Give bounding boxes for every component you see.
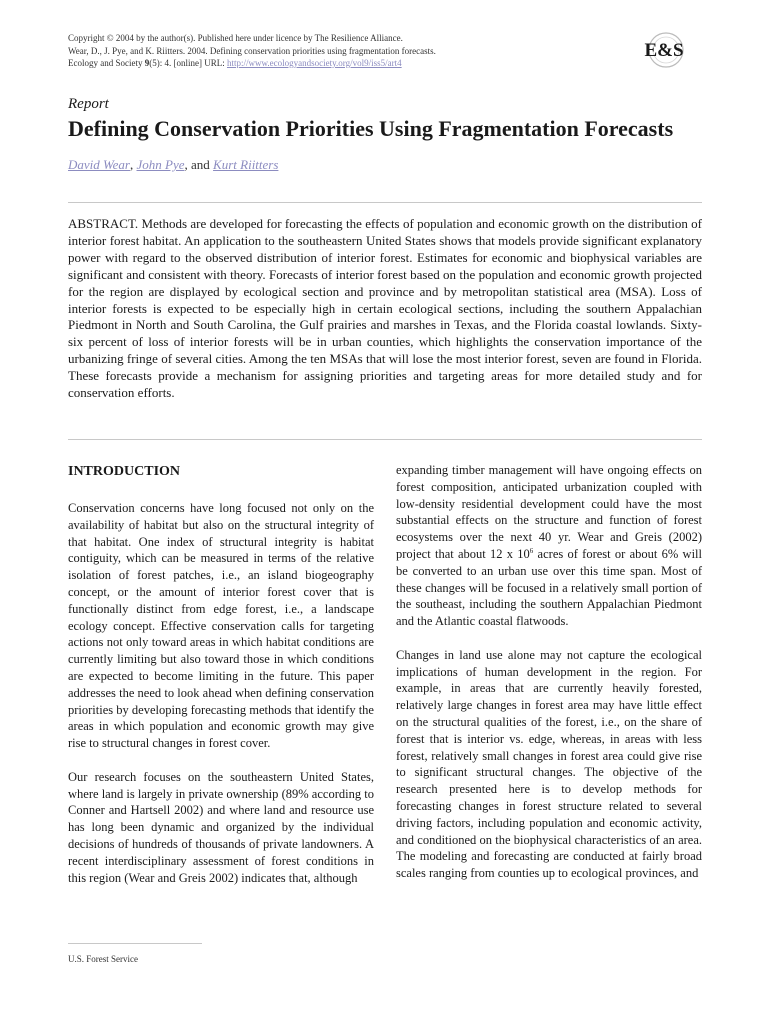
author-link-wear[interactable]: David Wear bbox=[68, 157, 130, 172]
copyright-line: Copyright © 2004 by the author(s). Published here under licence by The Resilience Alliance. bbox=[68, 33, 403, 43]
volume-number: 9 bbox=[144, 58, 150, 68]
right-column bbox=[396, 462, 702, 899]
author-separator: , bbox=[130, 157, 137, 172]
paragraph-text: acres of forest or about 6% will be converted to an urban use over this time span. Most of these changes will be focused in a relatively small portion of the southeast, including the southern Appalachian Piedmont and the Atlantic coastal flatwoods. bbox=[396, 546, 702, 629]
footnote-divider bbox=[68, 943, 202, 944]
paragraph bbox=[396, 462, 702, 630]
author-separator: , and bbox=[184, 157, 214, 172]
journal-logo-icon bbox=[628, 30, 700, 70]
left-column bbox=[68, 462, 374, 903]
paragraph-text: expanding timber management will have ongoing effects on forest composition, anticipated urbanization coupled with low-density residential development could have the most substantial effects on the structure and function of forest ecosystems over the next 40 yr. Wear and Greis (2002) project that about 12 x 10 bbox=[396, 463, 702, 561]
logo-text: E&S bbox=[644, 40, 684, 61]
divider bbox=[68, 202, 702, 203]
journal-name: Ecology and Society bbox=[68, 58, 145, 68]
paragraph: Conservation concerns have long focused not only on the availability of habitat but also on the structural integrity of that habitat. One index of structural integrity is habitat contiguity, which can be measured in terms of the relative isolation of forest patches, i.e., an island biogeography concept, or the amount of interior forest cover that is functionally distinct from edge forest, i.e., a landscape ecology concept. Effective conservation calls for targeting actions not only toward areas in which habitat conditions are currently limiting but also toward those in which conditions are expected to become limiting in the future. This paper addresses the need to look ahead when defining conservation priorities by developing forecasting methods that identify the areas in which population and economic growth may give rise to structural changes in forest cover. bbox=[68, 501, 374, 751]
section-heading: INTRODUCTION bbox=[68, 464, 181, 479]
article-title: Defining Conservation Priorities Using Fragmentation Forecasts bbox=[68, 116, 674, 141]
journal-logo bbox=[628, 30, 700, 70]
author-list bbox=[68, 157, 278, 173]
article-type: Report bbox=[68, 96, 109, 112]
article-url-link[interactable]: http://www.ecologyandsociety.org/vol9/iss5/art4 bbox=[226, 58, 402, 68]
author-link-pye[interactable]: John Pye bbox=[136, 157, 185, 172]
footnote-affiliation: U.S. Forest Service bbox=[68, 954, 138, 964]
citation-line: Wear, D., J. Pye, and K. Riitters. 2004. Defining conservation priorities using fragmentation forecasts. bbox=[68, 45, 436, 56]
journal-url-line bbox=[68, 57, 436, 70]
author-link-riitters[interactable]: Kurt Riitters bbox=[213, 157, 279, 172]
journal-header bbox=[68, 32, 436, 70]
divider bbox=[68, 439, 702, 440]
paragraph: Changes in land use alone may not capture the ecological implications of human development in the region. For example, in areas that are currently heavily forested, relatively large changes in forest area may have little effect on the structural qualities of the forest, i.e., on the share of forest that is interior vs. edge, whereas, in areas with less forest, relatively small changes in forest area could give rise to significant structural changes. The objective of the research presented here is to develop methods for forecasting changes in forest structure related to several driving factors, including population and economic activity, and conditioned on the biophysical characteristics of an area. The modeling and forecasting are conducted at fairly broad scales ranging from counties up to ecological provinces, and bbox=[396, 647, 702, 881]
issue-info: (5): 4. [online] URL: bbox=[149, 58, 227, 68]
superscript: 6 bbox=[529, 546, 534, 555]
abstract-text: ABSTRACT. Methods are developed for forecasting the effects of population and economic growth on the distribution of interior forest habitat. An application to the southeastern United States shows that models provide significant explanatory power with regard to the observed distribution of interior forest. Estimates for economic and biophysical variables are significant and consistent with theory. Forecasts of interior forest based on the population and economic growth projected for the region are displayed by ecological section and province and by metropolitan statistical area (MSA). Loss of interior forests is expected to be especially high in certain ecological sections, including the southern Appalachian Piedmont in North and South Carolina, the Gulf prairies and marshes in Texas, and the Florida coastal lowlands. Sixty-six percent of loss of interior forests will be in urban counties, which highlights the conservation importance of the urbanizing fringe of several cities. Among the ten MSAs that will lose the most interior forest, seven are found in Florida. These forecasts provide a mechanism for assigning priorities and targeting areas for more detailed study and for conservation efforts. bbox=[68, 216, 702, 401]
paragraph: Our research focuses on the southeastern United States, where land is largely in private ownership (89% according to Conner and Hartsell 2002) and where land and resource use has long been dynamic and organized by the individual decisions of hundreds of thousands of private landowners. A recent interdisciplinary assessment of forest conditions in this region (Wear and Greis 2002) indicates that, although bbox=[68, 769, 374, 885]
